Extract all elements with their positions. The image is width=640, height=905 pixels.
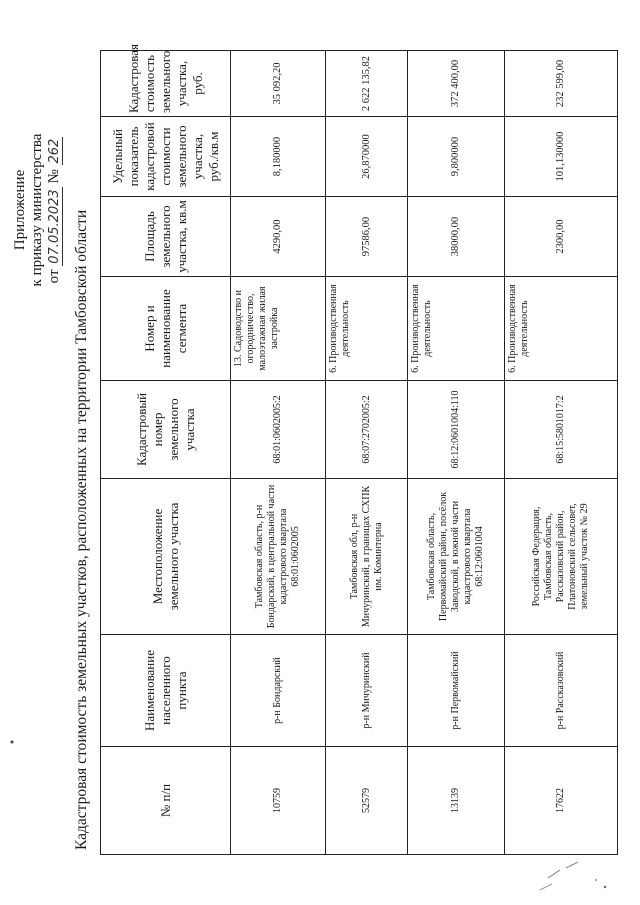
cell-location: Российская Федерация, Тамбовская область, Рассказовский район, Платоновский сельсовет, земельный участок № 29 — [505, 479, 618, 635]
order-number: 262 — [47, 138, 62, 164]
header-settlement: Наименование населенного пункта — [101, 635, 231, 747]
cell-value: 2 622 135,82 — [326, 51, 408, 117]
date-prefix: от — [46, 269, 62, 284]
cell-location: Тамбовская область, Первомайский район, посёлок Заводской, в южной части кадастрового квартала 68:12:0601004 — [408, 479, 505, 635]
order-date: 07.05.2023 — [47, 189, 62, 264]
number-sign: № — [46, 169, 62, 184]
cell-rate: 8,180000 — [231, 117, 326, 197]
appendix-order-line: к приказу министерства — [29, 133, 45, 287]
cell-rate: 26,870000 — [326, 117, 408, 197]
cell-index: 10759 — [231, 747, 326, 855]
cell-area: 2300,00 — [505, 197, 618, 277]
cell-area: 97586,00 — [326, 197, 408, 277]
cell-cadastral-number: 68:07:2702005:2 — [326, 381, 408, 479]
cell-location: Тамбовская обл, р-н Мичуринский, в границах СХПК им. Коминтерна — [326, 479, 408, 635]
cell-settlement: р-н Бондарский — [231, 635, 326, 747]
document-title: Кадастровая стоимость земельных участков, расположенных на территории Тамбовской области — [73, 209, 90, 850]
cell-cadastral-number: 68:15:5801017:2 — [505, 381, 618, 479]
cell-segment: 6. Производственная деятельность — [326, 277, 408, 381]
cell-rate: 101,130000 — [505, 117, 618, 197]
cell-settlement: р-н Первомайский — [408, 635, 505, 747]
cell-rate: 9,800000 — [408, 117, 505, 197]
cell-value: 232 599,00 — [505, 51, 618, 117]
appendix-title: Приложение — [12, 169, 28, 251]
header-location: Местоположение земельного участка — [101, 479, 231, 635]
cell-area: 4290,00 — [231, 197, 326, 277]
header-rate: Удельный показатель кадастровой стоимости земельного участка, руб./кв.м — [101, 117, 231, 197]
cell-cadastral-number: 68:01:0602005:2 — [231, 381, 326, 479]
header-cadastral-number: Кадастровый номер земельного участка — [101, 381, 231, 479]
cell-area: 38000,00 — [408, 197, 505, 277]
cell-value: 35 092,20 — [231, 51, 326, 117]
cell-index: 17622 — [505, 747, 618, 855]
cell-location: Тамбовская область, р-н Бондарский, в центральной части кадастрового квартала 68:01:0602005 — [231, 479, 326, 635]
cell-value: 372 400,00 — [408, 51, 505, 117]
header-index: № п/п — [101, 747, 231, 855]
cell-index: 13139 — [408, 747, 505, 855]
cell-segment: 13. Садоводство и огородничество, малоэтажная жилая застройка — [231, 277, 326, 381]
cell-segment: 6. Производственная деятельность — [408, 277, 505, 381]
cell-index: 52579 — [326, 747, 408, 855]
cell-settlement: р-н Рассказовский — [505, 635, 618, 747]
cell-cadastral-number: 68:12:0601004:110 — [408, 381, 505, 479]
cell-settlement: р-н Мичуринский — [326, 635, 408, 747]
cell-segment: 6. Производственная деятельность — [505, 277, 618, 381]
header-segment: Номер и наименование сегмента — [101, 277, 231, 381]
header-area: Площадь земельного участка, кв.м — [101, 197, 231, 277]
header-value: Кадастровая стоимость земельного участка, руб. — [101, 51, 231, 117]
